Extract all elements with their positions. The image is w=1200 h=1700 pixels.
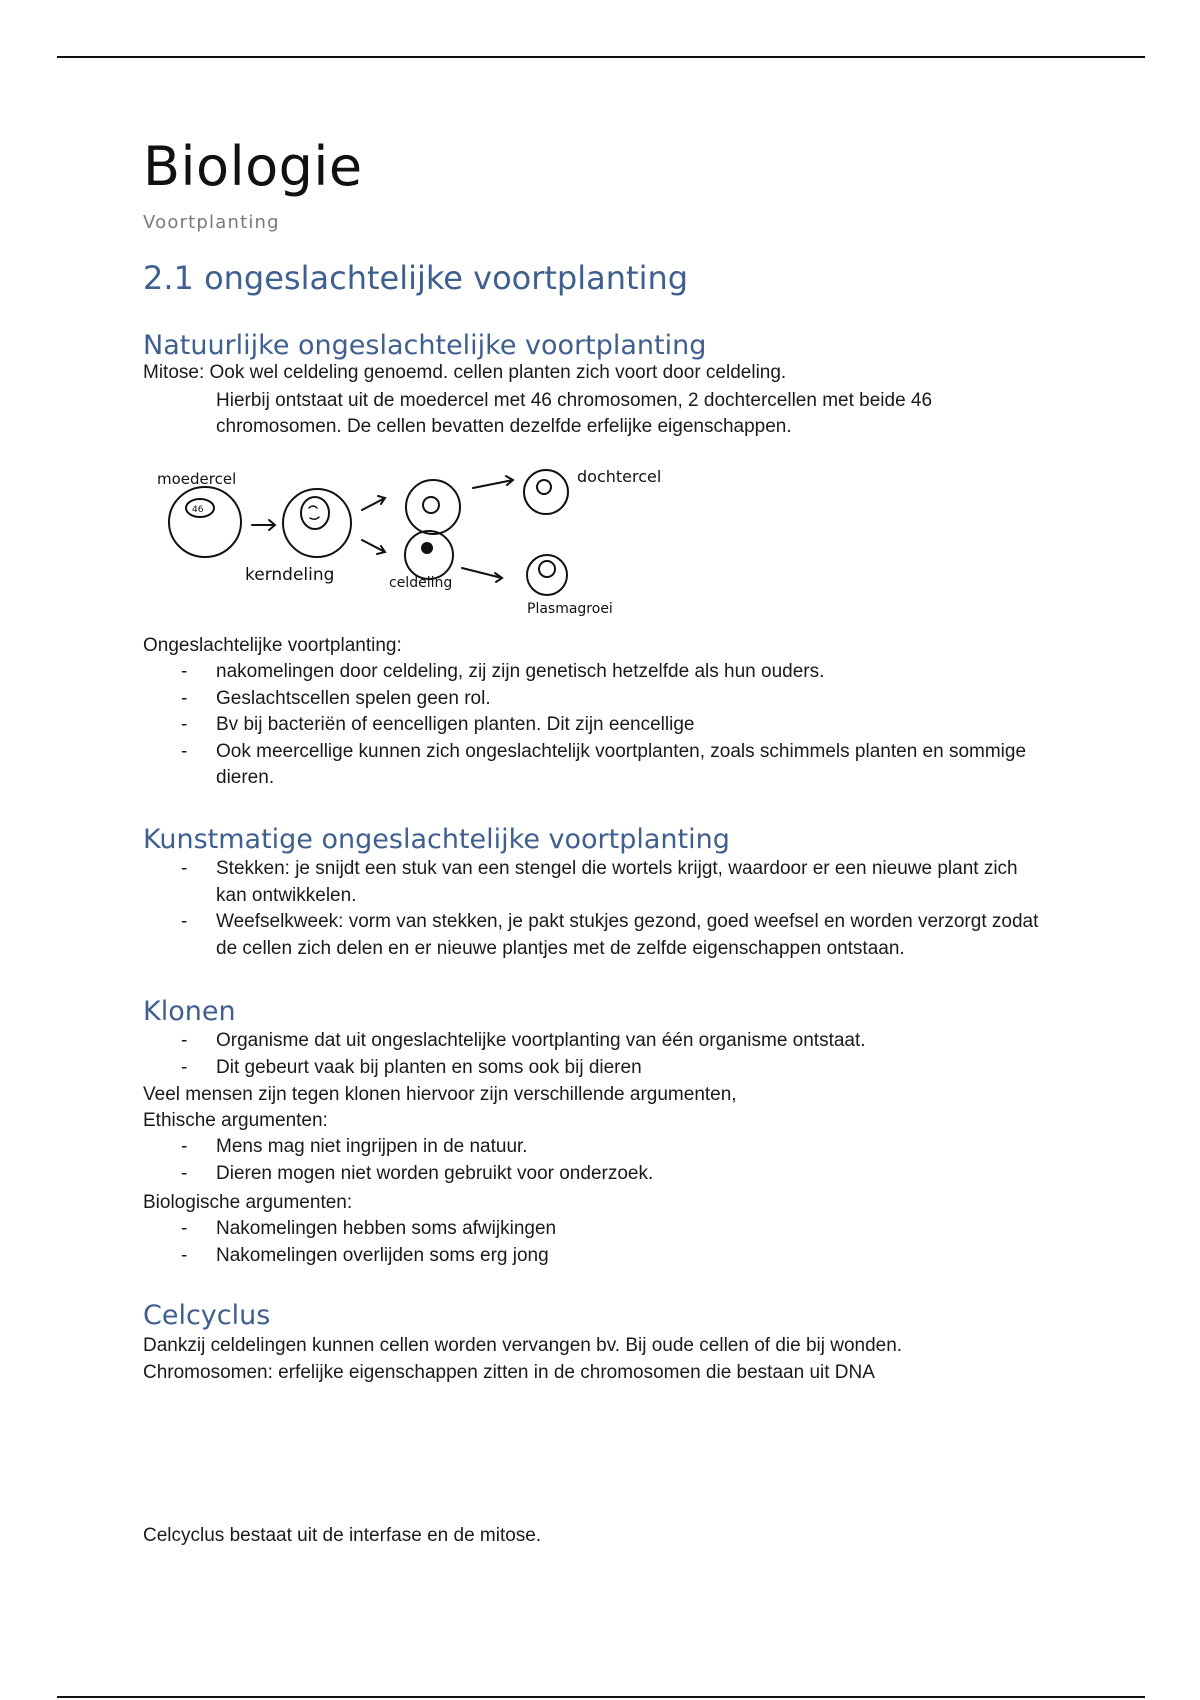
biologisch-label: Biologische argumenten: [143,1192,353,1213]
label-celdeling: celdeling [389,575,453,591]
list-item: - Mens mag niet ingrijpen in de natuur. [143,1134,1043,1161]
dochtercel-circle [524,470,568,514]
daughter-upper [406,480,460,534]
label-plasmagroei: Plasmagroei [527,601,613,617]
top-rule [57,56,1145,58]
ongeslachtelijk-intro: Ongeslachtelijke voortplanting: [143,635,402,656]
mitose-line: Mitose: Ook wel celdeling genoemd. cellen planten zich voort door celdeling. [143,362,787,383]
arrow-1 [252,520,275,530]
kerndeling-circle [283,489,351,557]
kunstmatig-list [143,856,1043,962]
section-heading: 2.1 ongeslachtelijke voortplanting [143,259,689,297]
biologisch-list [143,1216,1043,1269]
document-title: Biologie [143,135,363,198]
list-item: - Ook meercellige kunnen zich ongeslachtelijk voortplanten, zoals schimmels planten en sommige dieren. [143,739,1043,792]
label-kerndeling: kerndeling [245,565,335,585]
moedercel-circle [169,487,241,557]
ethisch-label: Ethische argumenten: [143,1110,328,1131]
mitosis-sketch [157,460,857,635]
list-item: - Bv bij bacteriën of eencelligen planten. Dit zijn eencellige [143,712,1043,739]
label-moedercel: moedercel [157,470,237,488]
arrow-dochtercel [473,476,513,488]
heading-kunstmatig: Kunstmatige ongeslachtelijke voortplanting [143,824,730,855]
ethisch-list [143,1134,1043,1187]
label-dochtercel: dochtercel [577,467,662,486]
document-subtitle: Voortplanting [143,212,280,233]
list-item: - Weefselkweek: vorm van stekken, je pakt stukjes gezond, goed weefsel en worden verzorgt zodat de cellen zich delen en er nieuwe plantjes met de zelfde eigenschappen ontstaan. [143,909,1043,962]
list-item: - Organisme dat uit ongeslachtelijke voortplanting van één organisme ontstaat. [143,1028,1043,1055]
list-item: - Geslachtscellen spelen geen rol. [143,686,1043,713]
daughter-lower [405,531,453,579]
heading-klonen: Klonen [143,996,236,1027]
klonen-list [143,1028,1043,1081]
heading-natuurlijk: Natuurlijke ongeslachtelijke voortplanting [143,330,707,361]
list-item: - Nakomelingen hebben soms afwijkingen [143,1216,1043,1243]
list-item: - nakomelingen door celdeling, zij zijn genetisch hetzelfde als hun ouders. [143,659,1043,686]
list-item: - Dieren mogen niet worden gebruikt voor onderzoek. [143,1161,1043,1188]
celcyclus-line-1: Dankzij celdelingen kunnen cellen worden vervangen bv. Bij oude cellen of die bij wonden. [143,1335,903,1356]
bottom-rule [57,1696,1145,1698]
celcyclus-line-2: Chromosomen: erfelijke eigenschappen zitten in de chromosomen die bestaan uit DNA [143,1362,875,1383]
arrow-up [362,496,385,510]
klonen-argumenten-line: Veel mensen zijn tegen klonen hiervoor zijn verschillende argumenten, [143,1084,737,1105]
arrow-down [362,540,385,554]
list-item: - Stekken: je snijdt een stuk van een stengel die wortels krijgt, waardoor er een nieuwe plant zich kan ontwikkelen. [143,856,1043,909]
list-item: - Dit gebeurt vaak bij planten en soms ook bij dieren [143,1055,1043,1082]
arrow-plasmagroei [462,568,502,582]
heading-celcyclus: Celcyclus [143,1300,271,1331]
celcyclus-line-3: Celcyclus bestaat uit de interfase en de mitose. [143,1525,542,1546]
kerndeling-nucleus [301,497,329,529]
list-item: - Nakomelingen overlijden soms erg jong [143,1243,1043,1270]
natuurlijk-list [143,659,1043,792]
label-46: 46 [192,505,204,515]
mitose-detail: Hierbij ontstaat uit de moedercel met 46 chromosomen, 2 dochtercellen met beide 46 chromosomen. De cellen bevatten dezelfde erfelijke eigenschappen. [216,390,933,437]
